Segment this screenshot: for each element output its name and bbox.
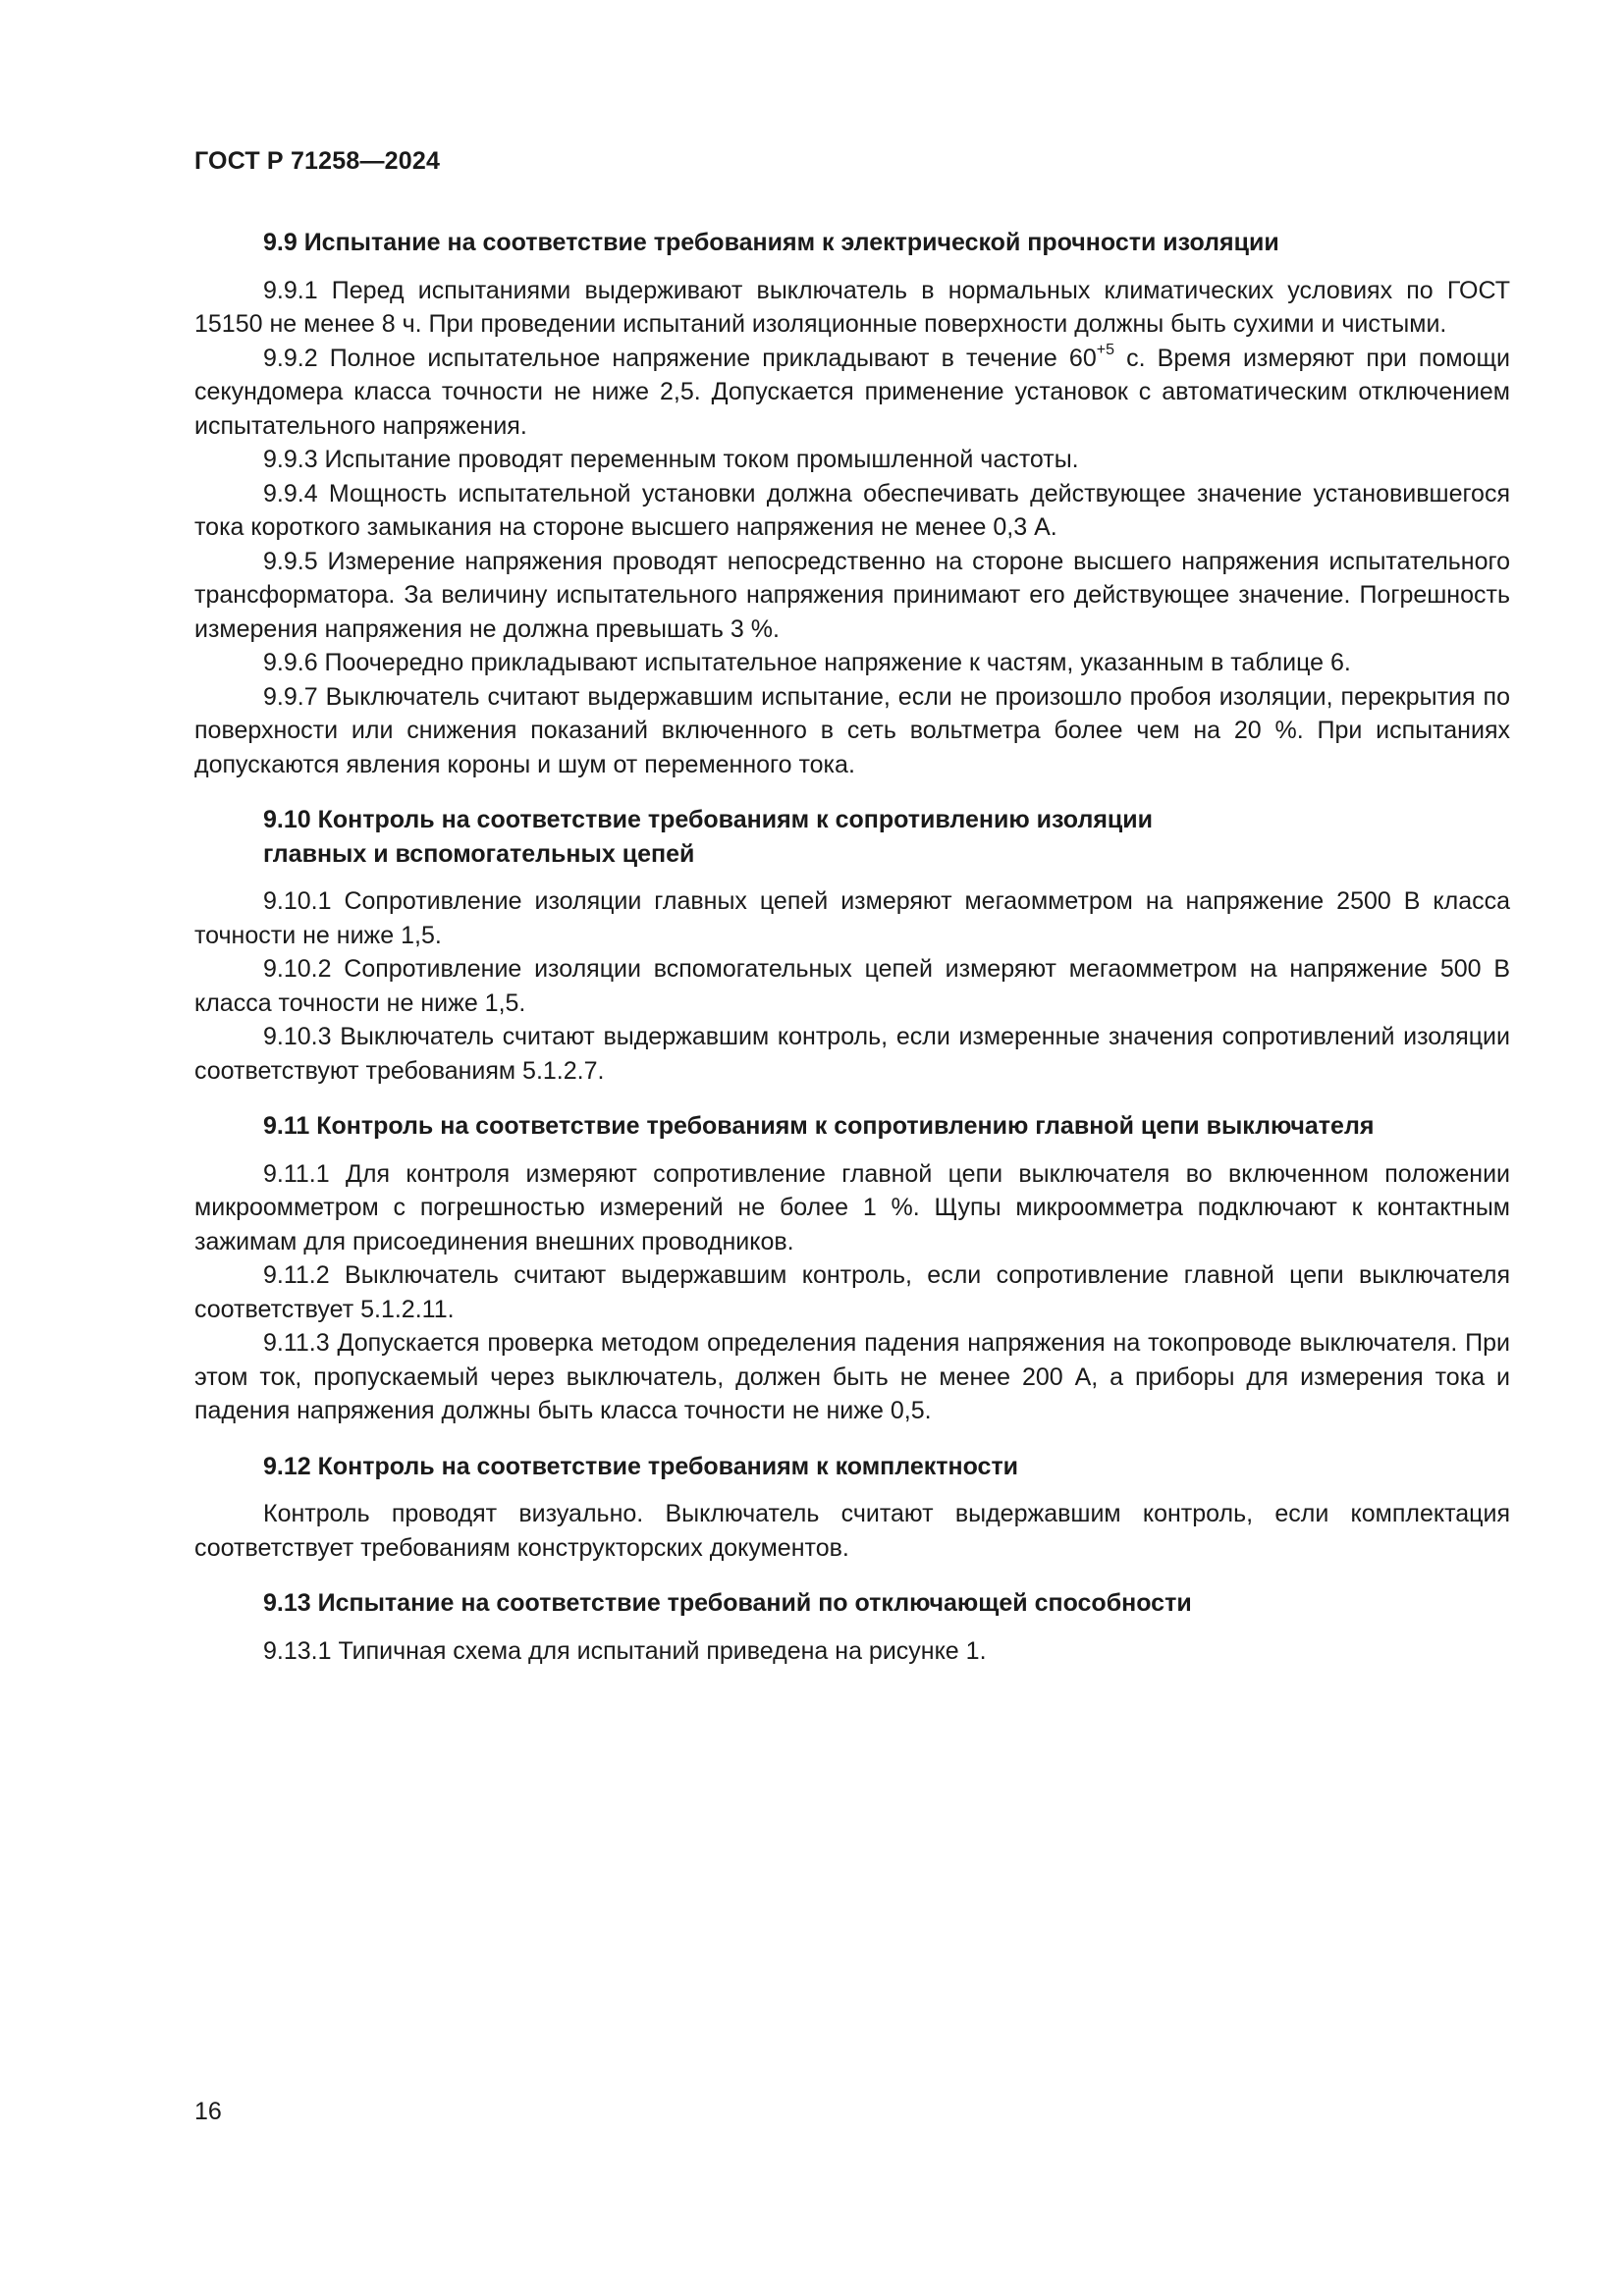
- section-title-line-1: 9.10 Контроль на соответствие требованиям к сопротивлению изоляции: [263, 806, 1154, 833]
- paragraph-9-10-3: 9.10.3 Выключатель считают выдержавшим контроль, если измеренные значения сопротивлений изоляции соответствуют требованиям 5.1.2.7.: [194, 1023, 1510, 1085]
- section-9-13: [194, 1586, 1510, 1668]
- section-title: 9.13 Испытание на соответствие требований по отключающей способности: [263, 1589, 1192, 1617]
- paragraph-9-9-2: [194, 342, 1510, 444]
- paragraph-9-9-6: 9.9.6 Поочередно прикладывают испытательное напряжение к частям, указанным в таблице 6.: [263, 649, 1351, 676]
- document-body: [194, 226, 1510, 1689]
- paragraph-9-9-4: 9.9.4 Мощность испытательной установки должна обеспечивать действующее значение установившегося тока короткого замыкания на стороне высшего напряжения не менее 0,3 А.: [194, 479, 1510, 541]
- section-9-11: [194, 1109, 1510, 1428]
- section-title: 9.11 Контроль на соответствие требованиям к сопротивлению главной цепи выключателя: [263, 1112, 1375, 1140]
- document-page: [194, 0, 1510, 2296]
- paragraph-9-9-1: 9.9.1 Перед испытаниями выдерживают выключатель в нормальных климатических условиях по ГОСТ 15150 не менее 8 ч. При проведении испытаний изоляционные поверхности должны быть сухими и чистыми.: [194, 276, 1510, 338]
- paragraph-9-12: Контроль проводят визуально. Выключатель считают выдержавшим контроль, если комплектация соответствует требованиям конструкторских документов.: [194, 1500, 1510, 1562]
- document-code-header: ГОСТ Р 71258—2024: [194, 147, 441, 175]
- paragraph-9-9-3: 9.9.3 Испытание проводят переменным током промышленной частоты.: [263, 446, 1079, 473]
- section-title-line-2: главных и вспомогательных цепей: [263, 839, 695, 868]
- paragraph-9-11-3: 9.11.3 Допускается проверка методом определения падения напряжения на токопроводе выключателя. При этом ток, пропускаемый через выключатель, должен быть не менее 200 А, а приборы для измерения тока и падения напряжения должны быть класса точности не ниже 0,5.: [194, 1329, 1510, 1424]
- paragraph-9-9-7: 9.9.7 Выключатель считают выдержавшим испытание, если не произошло пробоя изоляции, перекрытия по поверхности или снижения показаний включенного в сеть вольтметра более чем на 20 %. При испытаниях допускаются явления короны и шум от переменного тока.: [194, 682, 1510, 778]
- section-title: 9.12 Контроль на соответствие требованиям к комплектности: [263, 1452, 1019, 1480]
- paragraph-9-10-2: 9.10.2 Сопротивление изоляции вспомогательных цепей измеряют мегаомметром на напряжение 500 В класса точности не ниже 1,5.: [194, 955, 1510, 1017]
- section-9-9: [194, 226, 1510, 781]
- tolerance-superscript: +5: [1096, 342, 1114, 359]
- paragraph-9-11-2: 9.11.2 Выключатель считают выдержавшим контроль, если сопротивление главной цепи выключателя соответствует 5.1.2.11.: [194, 1261, 1510, 1323]
- paragraph-9-13-1: 9.13.1 Типичная схема для испытаний приведена на рисунке 1.: [263, 1636, 987, 1665]
- paragraph-text: 9.9.2 Полное испытательное напряжение прикладывают в течение 60: [263, 344, 1097, 372]
- paragraph-9-11-1: 9.11.1 Для контроля измеряют сопротивление главной цепи выключателя во включенном положении микроомметром с погрешностью измерений не более 1 %. Щупы микроомметра подключают к контактным зажимам для присоединения внешних проводников.: [194, 1159, 1510, 1255]
- paragraph-9-9-5: 9.9.5 Измерение напряжения проводят непосредственно на стороне высшего напряжения испытательного трансформатора. За величину испытательного напряжения принимают его действующее значение. Погрешность измерения напряжения не должна превышать 3 %.: [194, 547, 1510, 643]
- paragraph-text: с. Время измеряют при помощи секундомера класса точности не ниже 2,5. Допускается применение установок с автоматическим отключением испытательного напряжения.: [194, 344, 1510, 440]
- page-number: 16: [194, 2098, 222, 2125]
- section-9-12: [194, 1450, 1510, 1566]
- paragraph-9-10-1: 9.10.1 Сопротивление изоляции главных цепей измеряют мегаомметром на напряжение 2500 В класса точности не ниже 1,5.: [194, 887, 1510, 949]
- section-9-10: [194, 803, 1510, 1088]
- section-title: 9.9 Испытание на соответствие требованиям к электрической прочности изоляции: [263, 229, 1279, 256]
